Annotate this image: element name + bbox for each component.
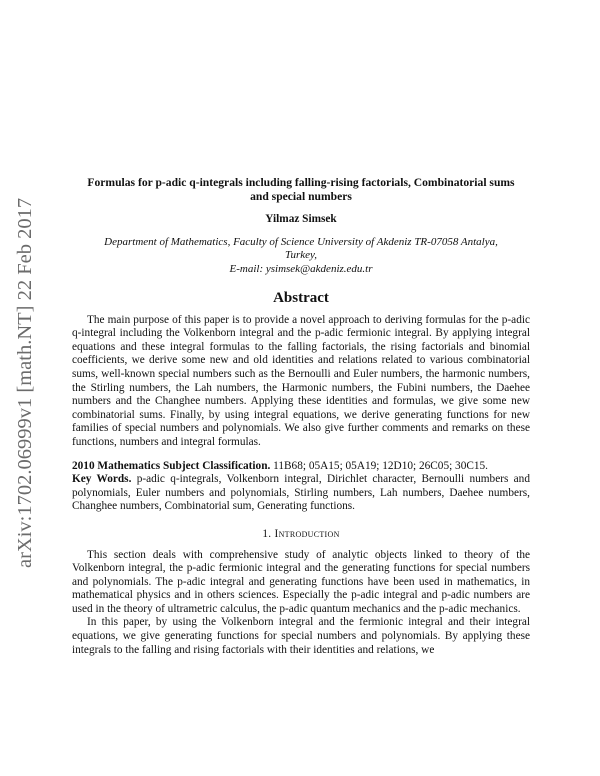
affiliation-country: Turkey, — [284, 249, 318, 262]
msc-codes: 11B68; 05A15; 05A19; 12D10; 26C05; 30C15. — [273, 459, 489, 472]
affiliation — [72, 236, 530, 276]
author-name: Yilmaz Simsek — [265, 213, 337, 226]
abstract-body: The main purpose of this paper is to provide a novel approach to deriving formulas for the p-adic q-integral including the Volkenborn integral and the p-adic fermionic integral. By applying integral equations and these integral formulas to the falling factorials, the rising factorials and binomial coefficients, we derive some new and old identities and relations related to various combinatorial sums, well-known special numbers such as the Bernoulli and Euler numbers, the harmonic numbers, the Stirling numbers, the Lah numbers, the Harmonic numbers, the Fubini numbers, the Daehee numbers and the Changhee numbers. Applying these identities and formulas, we give some new combinatorial sums. Finally, by using integral equations, we derive generating functions for new families of special numbers and polynomials. We also give further comments and remarks on these functions, numbers and integral formulas. — [72, 313, 530, 448]
keywords-label: Key Words. — [72, 473, 132, 486]
section-paragraph-1: This section deals with comprehensive study of analytic objects linked to theory of the Volkenborn integral, the p-adic fermionic integral and the generating functions for special numbers and polynomials. The p-adic integral and generating functions have been used in mathematics, in mathematical physics and in others sciences. Especially the p-adic integral and p-adic numbers are used in the theory of ultrametric calculus, the p-adic quantum mechanics and the p-adic mechanics. — [72, 548, 530, 615]
msc-label: 2010 Mathematics Subject Classification. — [72, 459, 271, 472]
paper-page — [72, 176, 530, 657]
abstract-heading: Abstract — [273, 290, 329, 306]
section-number: 1. — [262, 527, 272, 540]
msc-classification — [72, 460, 530, 474]
affiliation-line: Department of Mathematics, Faculty of Science University of Akdeniz TR-07058 Antalya, — [104, 235, 498, 248]
arxiv-identifier: arXiv:1702.06999v1 [math.NT] 22 Feb 2017 — [14, 197, 36, 568]
author-email[interactable]: E-mail: ysimsek@akdeniz.edu.tr — [229, 262, 373, 275]
keywords — [72, 473, 530, 514]
section-heading — [72, 528, 530, 542]
keywords-text: p-adic q-integrals, Volkenborn integral, Dirichlet character, Bernoulli numbers and polynomials, Euler numbers and polynomials, Stirling numbers, Lah numbers, Daehee numbers, Changhee numbers, Combinatorial sum, Generating functions. — [72, 473, 530, 513]
section-paragraph-2: In this paper, by using the Volkenborn integral and the fermionic integral and their integral equations, we give generating functions for special numbers and polynomials. By applying these integrals to the falling and rising factorials with their identities and relations, we — [72, 616, 530, 656]
section-title: Introduction — [274, 527, 340, 540]
paper-title: Formulas for p-adic q-integrals including falling-rising factorials, Combinatorial sums and special numbers — [87, 176, 515, 203]
